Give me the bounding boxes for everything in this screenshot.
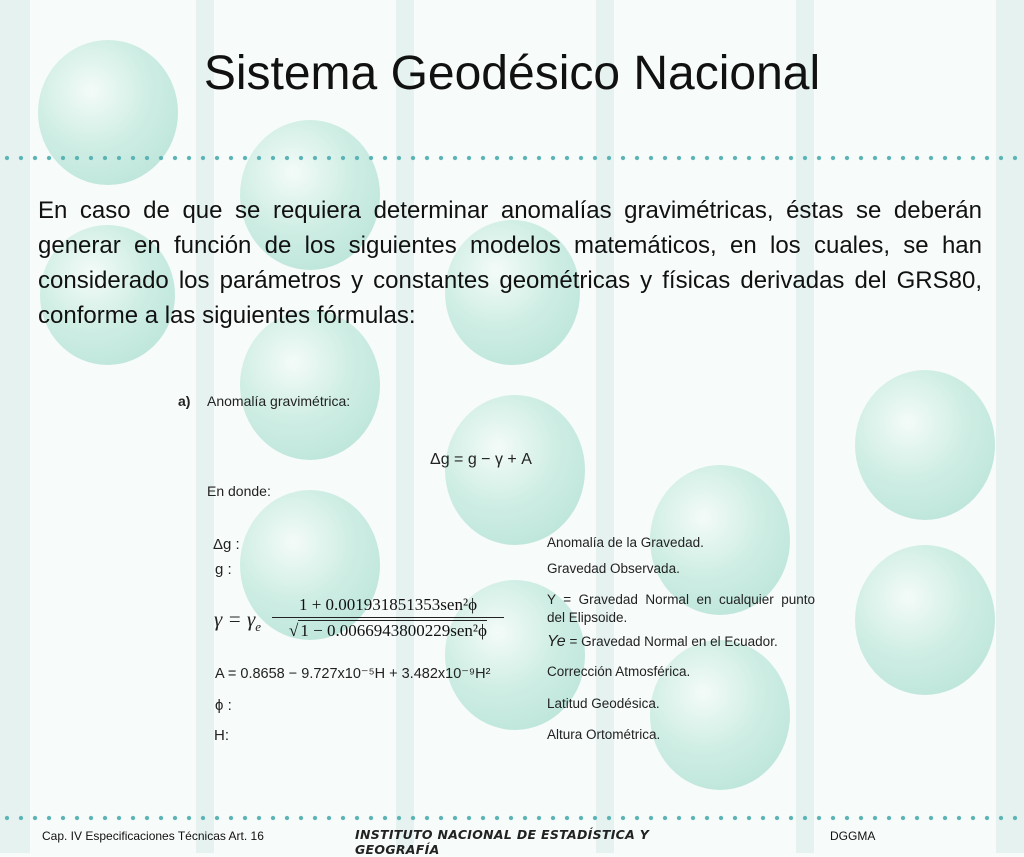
symbol-g: g :	[215, 561, 232, 578]
desc-H: Altura Ortométrica.	[547, 727, 661, 742]
symbol-A: A = 0.8658 − 9.727x10⁻⁵H + 3.482x10⁻⁹H²	[215, 666, 491, 682]
intro-paragraph: En caso de que se requiera determinar anomalías gravimétricas, éstas se deberán generar en función de los siguientes modelos matemáticos, en los cuales, se han considerado los parámetros y constantes geométricas y físicas derivadas del GRS80, conforme a las siguientes fórmulas:	[38, 197, 982, 329]
desc-gamma-line2: del Elipsoide.	[547, 610, 628, 625]
symbol-H: H:	[214, 727, 229, 744]
gamma-e-symbol: Ye	[547, 633, 566, 650]
gamma-denominator: √ 1 − 0.0066943800229sen²ϕ	[289, 621, 487, 640]
gamma-lhs	[214, 607, 261, 635]
main-formula: Δg = g − γ + A	[430, 451, 532, 468]
desc-phi: Latitud Geodésica.	[547, 696, 660, 711]
symbol-delta-g: Δg :	[213, 536, 240, 553]
desc-delta-g: Anomalía de la Gravedad.	[547, 535, 704, 550]
footer-institute-logo-text: INSTITUTO NACIONAL DE ESTADÍSTICA Y GEOGRAFÍA	[355, 827, 650, 857]
footer-department: DGGMA	[830, 829, 876, 843]
where-label: En donde:	[207, 483, 271, 499]
dotted-divider-bottom	[0, 815, 1024, 821]
desc-A: Corrección Atmosférica.	[547, 664, 691, 679]
desc-g: Gravedad Observada.	[547, 561, 680, 576]
item-letter: a)	[178, 393, 191, 409]
gamma-lhs-subscript: e	[255, 619, 262, 635]
dotted-divider-top	[0, 155, 1024, 161]
slide-title: Sistema Geodésico Nacional	[203, 47, 821, 100]
gamma-e-text: = Gravedad Normal en el Ecuador.	[569, 634, 778, 649]
gamma-denominator-radicand: 1 − 0.0066943800229sen²ϕ	[300, 621, 487, 640]
desc-gamma-e	[547, 633, 778, 650]
fraction-bar	[272, 617, 504, 618]
desc-gamma-line1: Y = Gravedad Normal en cualquier punto	[547, 592, 816, 607]
gamma-numerator: 1 + 0.001931851353sen²ϕ	[298, 595, 478, 614]
symbol-phi: ϕ :	[215, 697, 232, 714]
footer-chapter: Cap. IV Especificaciones Técnicas Art. 16	[42, 829, 264, 843]
item-title: Anomalía gravimétrica:	[207, 393, 351, 409]
gamma-lhs-text: γ = γ	[214, 607, 256, 631]
gamma-fraction	[272, 595, 504, 641]
